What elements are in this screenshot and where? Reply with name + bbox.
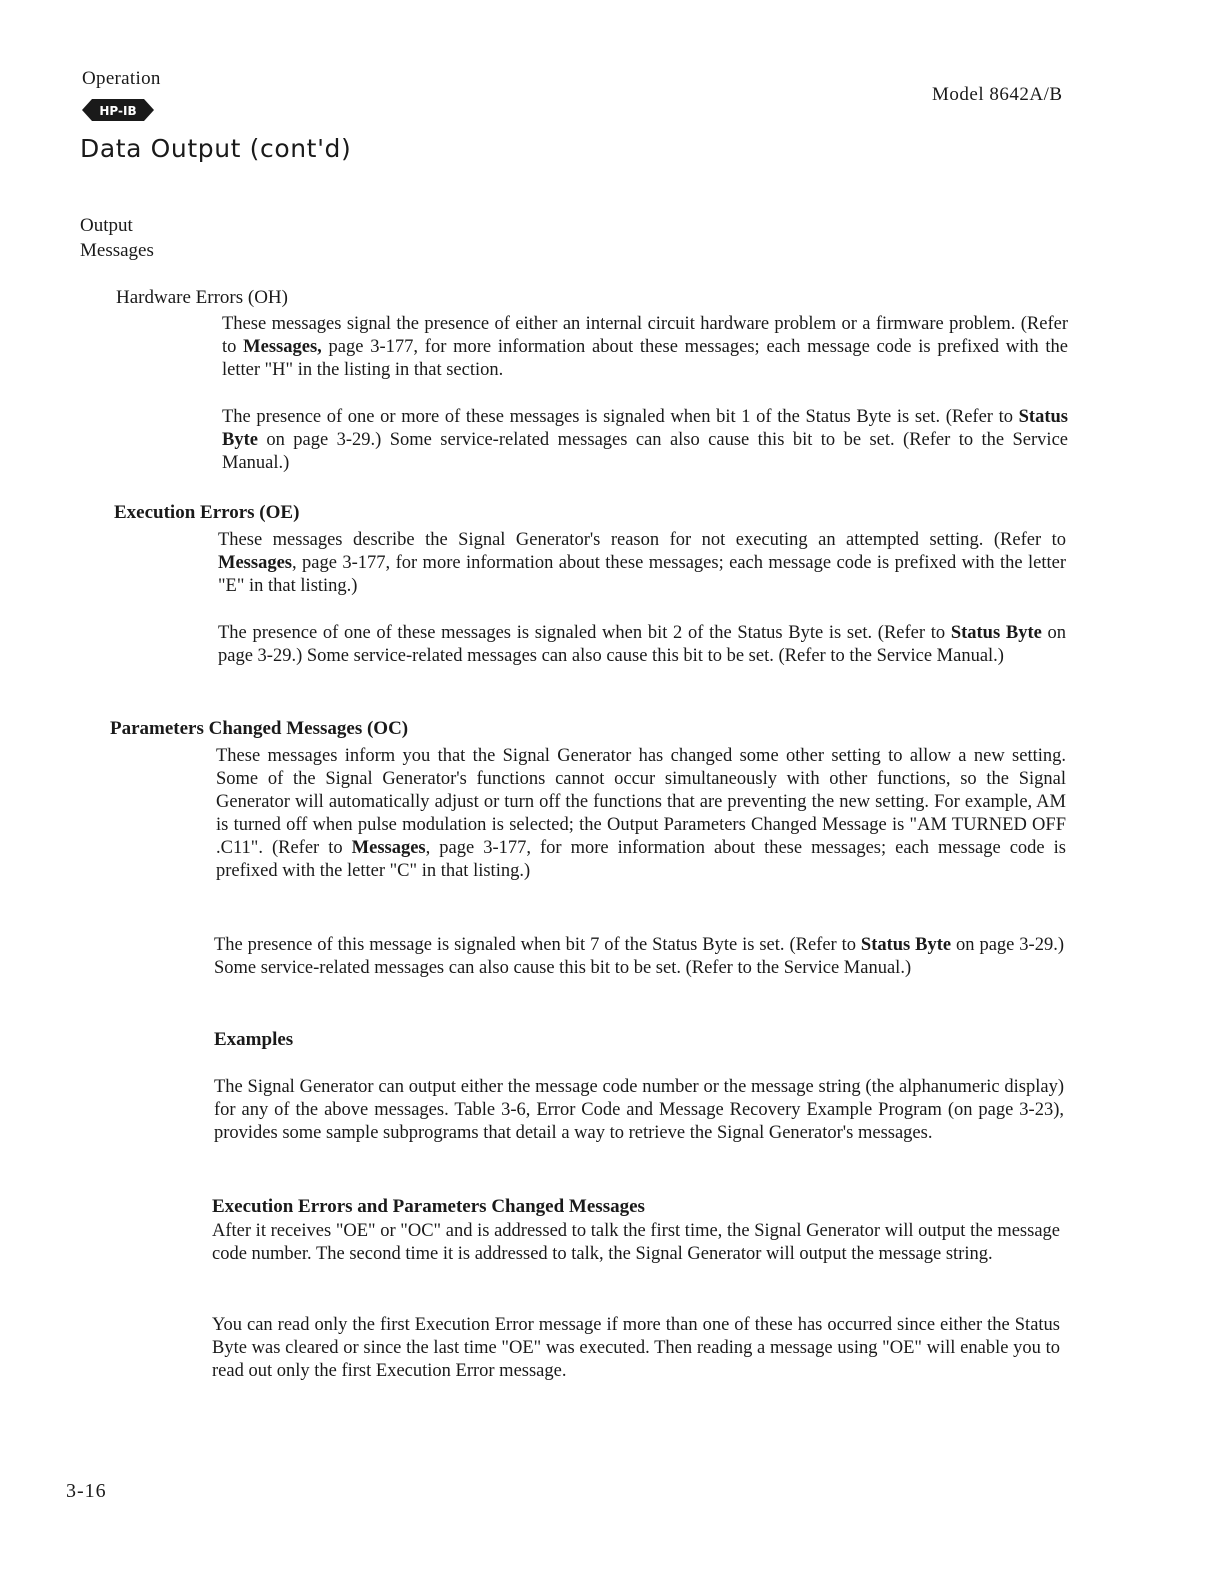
subsection-title [80, 213, 154, 263]
execution-errors-paragraph-1: These messages describe the Signal Generator's reason for not executing an attempted setting. (Refer to Messages, page 3-177, for more information about these messages; each message code is prefixed with the letter "E" in that listing.) [218, 530, 1066, 596]
hardware-errors-heading: Hardware Errors (OH) [116, 287, 288, 308]
hp-ib-badge-icon [82, 98, 154, 122]
page-number: 3-16 [66, 1480, 107, 1502]
examples-paragraph: The Signal Generator can output either the message code number or the message string (the alphanumeric display) for any of the above messages. Table 3-6, Error Code and Message Recovery Example Program (on page 3-23), provides some sample subprograms that detail a way to retrieve the Signal Generator's messages. [214, 1077, 1064, 1143]
parameters-changed-paragraph-1: These messages inform you that the Signal Generator has changed some other setting to allow a new setting. Some of the Signal Generator's functions cannot occur simultaneously with other functions, so the Signal Generator will automatically adjust or turn off the functions that are preventing the new setting. For example, AM is turned off when pulse modulation is selected; the Output Parameters Changed Message is "AM TURNED OFF .C11". (Refer to Messages, page 3-177, for more information about these messages; each message code is prefixed with the letter "C" in that listing.) [216, 746, 1067, 881]
parameters-changed-heading: Parameters Changed Messages (OC) [110, 718, 409, 739]
execution-errors-paragraph-2: The presence of one of these messages is signaled when bit 2 of the Status Byte is set. (Refer to Status Byte on page 3-29.) Some service-related messages can also cause this bit to be set. (Refer to the Service Manual.) [218, 623, 1066, 666]
badge-label: HP-IB [99, 104, 137, 118]
model-number: Model 8642A/B [932, 84, 1063, 105]
subsection-title-line2: Messages [80, 240, 154, 261]
exec-and-params-heading: Execution Errors and Parameters Changed Messages [212, 1196, 645, 1217]
hardware-errors-paragraph-1: These messages signal the presence of either an internal circuit hardware problem or a firmware problem. (Refer to Messages, page 3-177, for more information about these messages; each message code is prefixed with the letter "H" in the listing in that section. [222, 314, 1069, 380]
examples-heading: Examples [214, 1029, 294, 1050]
exec-and-params-paragraph-1: After it receives "OE" or "OC" and is addressed to talk the first time, the Signal Generator will output the message code number. The second time it is addressed to talk, the Signal Generator will output the message string. [212, 1221, 1060, 1264]
section-label: Operation [82, 68, 161, 89]
parameters-changed-paragraph-2: The presence of this message is signaled when bit 7 of the Status Byte is set. (Refer to Status Byte on page 3-29.) Some service-related messages can also cause this bit to be set. (Refer to the Service Manual.) [214, 935, 1065, 978]
page-title: Data Output (cont'd) [80, 134, 352, 163]
execution-errors-heading: Execution Errors (OE) [114, 502, 300, 523]
exec-and-params-paragraph-2: You can read only the first Execution Error message if more than one of these has occurred since either the Status Byte was cleared or since the last time "OE" was executed. Then reading a message using "OE" will enable you to read out only the first Execution Error message. [212, 1315, 1060, 1381]
hardware-errors-paragraph-2: The presence of one or more of these messages is signaled when bit 1 of the Status Byte is set. (Refer to Status Byte on page 3-29.) Some service-related messages can also cause this bit to be set. (Refer to the Service Manual.) [222, 407, 1068, 473]
subsection-title-line1: Output [80, 215, 133, 236]
